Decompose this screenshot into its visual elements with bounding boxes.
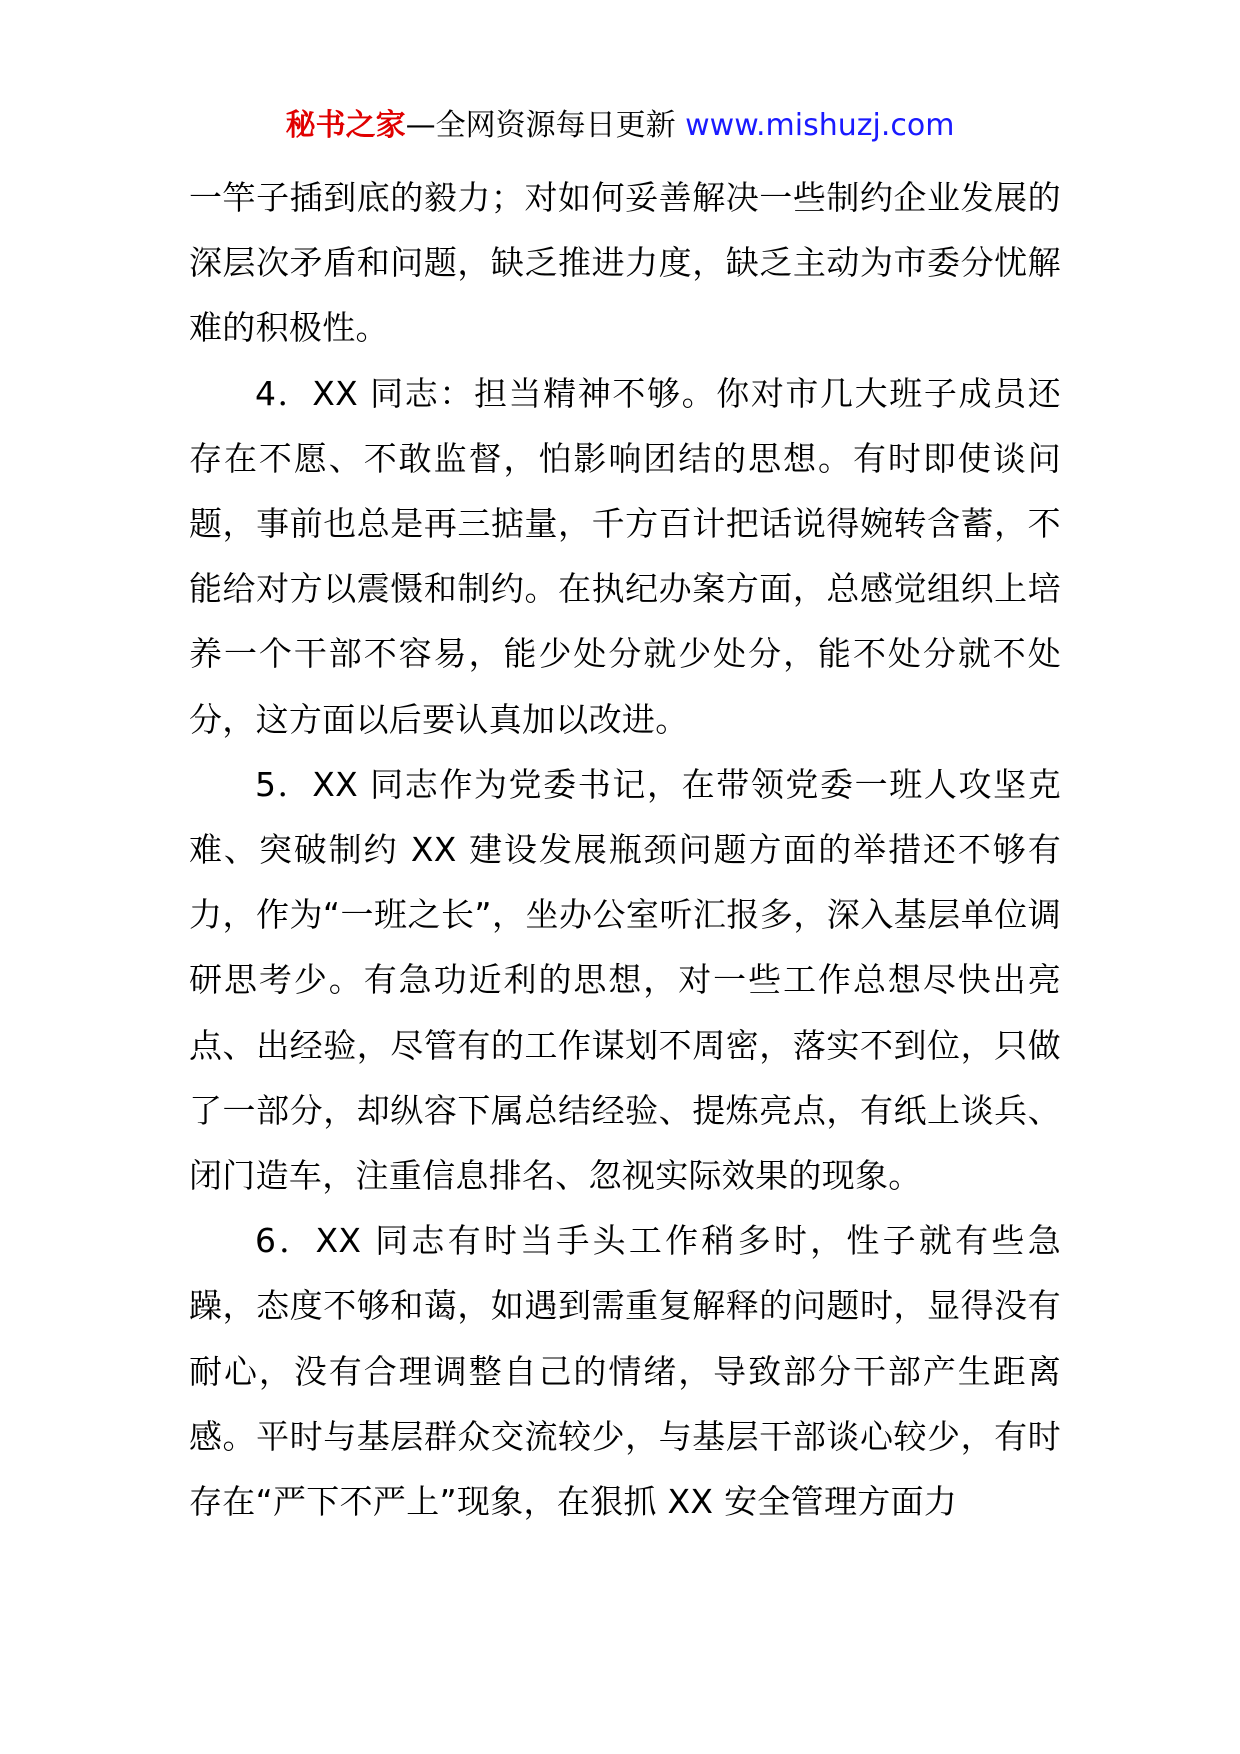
paragraph-item-5: 5．XX 同志作为党委书记，在带领党委一班人攻坚克难、突破制约 XX 建设发展瓶颈问题方面的举措还不够有力，作为“一班之长”，坐办公室听汇报多，深入基层单位调研思考少。有急功近利的思想，对一些工作总想尽快出亮点、出经验，尽管有的工作谋划不周密，落实不到位，只做了一部分，却纵容下属总结经验、提炼亮点，有纸上谈兵、闭门造车，注重信息排名、忽视实际效果的现象。 (189, 764, 1061, 1196)
paragraph-continued: 一竿子插到底的毅力；对如何妥善解决一些制约企业发展的深层次矛盾和问题，缺乏推进力度，缺乏主动为市委分忧解难的积极性。 (189, 178, 1061, 348)
document-body (189, 165, 1061, 1534)
header-brand: 秘书之家 (285, 108, 406, 143)
paragraph-item-6: 6．XX 同志有时当手头工作稍多时，性子就有些急躁，态度不够和蔼，如遇到需重复解释的问题时，显得没有耐心，没有合理调整自己的情绪，导致部分干部产生距离感。平时与基层群众交流较少，与基层干部谈心较少，有时存在“严下不严上”现象，在狠抓 XX 安全管理方面力 (189, 1221, 1061, 1522)
paragraph-item-4: 4．XX 同志：担当精神不够。你对市几大班子成员还存在不愿、不敢监督，怕影响团结的思想。有时即使谈问题，事前也总是再三掂量，千方百计把话说得婉转含蓄，不能给对方以震慑和制约。在执纪办案方面，总感觉组织上培养一个干部不容易，能少处分就少处分，能不处分就不处分，这方面以后要认真加以改进。 (189, 373, 1061, 739)
header-url-link[interactable]: www.mishuzj.com (685, 108, 955, 143)
page-header (0, 104, 1240, 148)
header-tagline: —全网资源每日更新 (405, 108, 686, 143)
